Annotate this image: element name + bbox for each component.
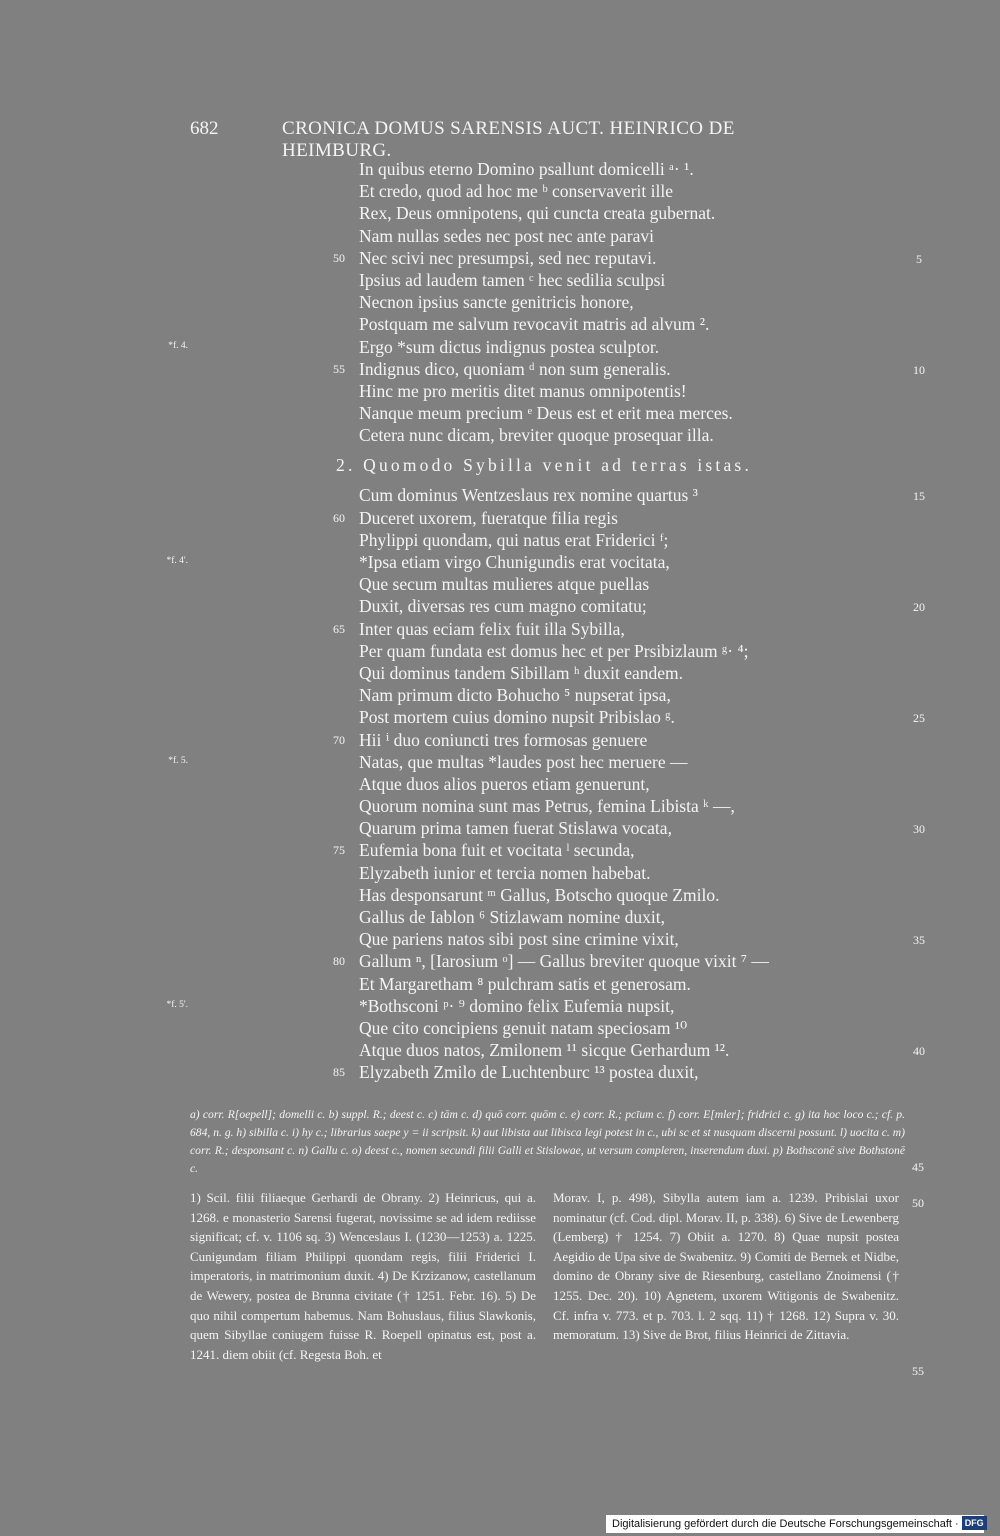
- verse-text: Indignus dico, quoniam ᵈ non sum generalis.: [359, 358, 671, 379]
- verse-text: Postquam me salvum revocavit matris ad alvum ².: [359, 314, 710, 335]
- section-heading-text: 2. Quomodo Sybilla venit ad terras istas.: [336, 455, 753, 476]
- page-number: 682: [190, 118, 219, 139]
- verse-line: [0, 551, 1000, 573]
- verse-line: [0, 662, 1000, 684]
- verse-text: Que cito concipiens genuit natam speciosam ¹⁰: [359, 1017, 688, 1038]
- verse-line: [0, 529, 1000, 551]
- chapter-line-number: 10: [913, 362, 925, 377]
- verse-line: [0, 817, 1000, 839]
- verse-text: Atque duos natos, Zmilonem ¹¹ sicque Gerhardum ¹².: [359, 1040, 730, 1061]
- verse-text: Eufemia bona fuit et vocitata ˡ secunda,: [359, 840, 635, 861]
- folio-reference: *f. 4'.: [166, 556, 188, 566]
- chapter-line-number: 40: [913, 1044, 925, 1059]
- verse-number: 70: [333, 732, 345, 747]
- verse-text: Cetera nunc dicam, breviter quoque prosequar illa.: [359, 425, 714, 446]
- chapter-line-number: 5: [916, 251, 922, 266]
- folio-reference: *f. 5.: [168, 755, 188, 766]
- verse-text: Post mortem cuius domino nupsit Pribislao ᵍ.: [359, 707, 675, 728]
- verse-text: Elyzabeth Zmilo de Luchtenburc ¹³ postea duxit,: [359, 1062, 699, 1083]
- verse-text: Que secum multas mulieres atque puellas: [359, 574, 650, 595]
- verse-text: Has desponsarunt ᵐ Gallus, Botscho quoque Zmilo.: [359, 884, 720, 905]
- verse-text: Elyzabeth iunior et tercia nomen habebat.: [359, 862, 651, 883]
- footnotes-left-column: 1) Scil. filii filiaeque Gerhardi de Obrany. 2) Heinricus, qui a. 1268. e monasterio Sarensi fugerat, novissime se ad idem rediisse significat; cf. v. 1106 sq. 3) Wenceslaus I. (1230—1253) a. 1225. Cunigundam filiam Philippi quondam regis, filii Friderici I. imperatoris, in matrimonium duxit. 4) De Krzizanow, castellanum de Wewery, postea de Brunna civitate († 1251. Febr. 16). 5) De quo nihil compertum habemus. Nam Bohuslaus, filius Slawkonis, quem Sibyllae coniugem fuisse R. Roepell opinatus est, post a. 1241. diem obiit (cf. Regesta Boh. et: [190, 1190, 536, 1362]
- verse-text: Et Margaretham ⁸ pulchram satis et generosam.: [359, 973, 691, 994]
- verse-line: [0, 618, 1000, 640]
- verse-line: [0, 973, 1000, 995]
- verse-line: [0, 595, 1000, 617]
- verse-line: [0, 729, 1000, 751]
- verse-line: [0, 839, 1000, 861]
- notes-line-number: 55: [912, 1364, 924, 1378]
- verse-text: Inter quas eciam felix fuit illa Sybilla,: [359, 618, 625, 639]
- dfg-footer-banner[interactable]: [606, 1515, 984, 1533]
- verse-line: [0, 180, 1000, 202]
- verse-line: [0, 424, 1000, 446]
- verse-line: [0, 640, 1000, 662]
- verse-text: Ergo *sum dictus indignus postea sculptor.: [359, 336, 660, 357]
- verse-line: [0, 269, 1000, 291]
- verse-text: Hinc me pro meritis ditet manus omnipotentis!: [359, 380, 687, 401]
- verse-text: Per quam fundata est domus hec et per Prsibizlaum ᵍ· ⁴;: [359, 640, 749, 661]
- verse-text: Nanque meum precium ᵉ Deus est et erit mea merces.: [359, 403, 733, 424]
- verse-line: [0, 950, 1000, 972]
- verse-line: [0, 380, 1000, 402]
- verse-text: Cum dominus Wentzeslaus rex nomine quartus ³: [359, 485, 698, 506]
- poem-text: [0, 158, 1000, 1084]
- verse-text: Atque duos alios pueros etiam genuerunt,: [359, 773, 650, 794]
- folio-reference: *f. 4.: [168, 340, 188, 351]
- verse-text: Hii ⁱ duo coniuncti tres formosas genuere: [359, 729, 648, 750]
- verse-text: Nam primum dicto Bohucho ⁵ nupserat ipsa,: [359, 685, 671, 706]
- verse-line: [0, 751, 1000, 773]
- running-title: CRONICA DOMUS SARENSIS AUCT. HEINRICO DE HEIMBURG.: [282, 118, 735, 161]
- verse-text: Necnon ipsius sancte genitricis honore,: [359, 292, 634, 313]
- notes-line-number: 50: [912, 1196, 924, 1210]
- footnotes: [190, 1188, 924, 1418]
- verse-text: Qui dominus tandem Sibillam ʰ duxit eandem.: [359, 662, 683, 683]
- verse-line: [0, 291, 1000, 313]
- chapter-line-number: 15: [913, 489, 925, 504]
- verse-number: 65: [333, 621, 345, 636]
- verse-line: [0, 507, 1000, 529]
- verse-number: 50: [333, 250, 345, 265]
- footnotes-right-column: Morav. I, p. 498), Sibylla autem iam a. 1239. Pribislai uxor nominatur (cf. Cod. dipl. Morav. II, p. 338). 6) Sive de Lewenberg (Lemberg) † 1254. 7) Obiit a. 1270. 8) Quae nupsit postea Aegidio de Upa sive de Swabenitz. 9) Comiti de Bernek et Nidbe, domino de Obrany sive de Riesenburg, castellano Znoimensi († 1255. Dec. 20). 10) Agnetem, uxorem Witigonis de Swabenitz. Cf. infra v. 773. et p. 703. l. 2 sqq. 11) † 1268. 12) Supra v. 30. memoratum. 13) Sive de Brot, filius Heinrici de Zittavia.: [553, 1190, 899, 1343]
- verse-line: [0, 773, 1000, 795]
- verse-number: 75: [333, 843, 345, 858]
- verse-line: [0, 795, 1000, 817]
- verse-line: [0, 1039, 1000, 1061]
- verse-text: Duxit, diversas res cum magno comitatu;: [359, 596, 647, 617]
- verse-text: Ipsius ad laudem tamen ᶜ hec sedilia sculpsi: [359, 269, 666, 290]
- verse-line: [0, 484, 1000, 506]
- verse-line: [0, 247, 1000, 269]
- verse-number: 80: [333, 954, 345, 969]
- verse-text: Phylippi quondam, qui natus erat Friderici ᶠ;: [359, 529, 669, 550]
- verse-text: Gallum ⁿ, [Iarosium ᵒ] — Gallus breviter quoque vixit ⁷ —: [359, 951, 769, 972]
- verse-line: [0, 884, 1000, 906]
- verse-number: 55: [333, 361, 345, 376]
- page-header: [190, 118, 830, 161]
- chapter-line-number: 30: [913, 822, 925, 837]
- verse-text: Et credo, quod ad hoc me ᵇ conservaverit ille: [359, 181, 673, 202]
- verse-line: [0, 684, 1000, 706]
- folio-reference: *f. 5'.: [166, 999, 188, 1010]
- verse-line: [0, 158, 1000, 180]
- verse-line: [0, 402, 1000, 424]
- verse-line: [0, 1017, 1000, 1039]
- verse-number: 60: [333, 510, 345, 525]
- verse-line: [0, 1061, 1000, 1083]
- section-heading: [0, 446, 1000, 484]
- verse-text: Nec scivi nec presumpsi, sed nec reputavi.: [359, 247, 657, 268]
- verse-line: [0, 313, 1000, 335]
- verse-line: [0, 862, 1000, 884]
- verse-line: [0, 225, 1000, 247]
- verse-text: Gallus de Iablon ⁶ Stizlawam nomine duxit,: [359, 907, 665, 927]
- verse-text: Natas, que multas *laudes post hec meruere —: [359, 751, 688, 772]
- verse-line: [0, 995, 1000, 1017]
- verse-text: Duceret uxorem, fueratque filia regis: [359, 507, 618, 528]
- verse-text: Quarum prima tamen fuerat Stislawa vocata,: [359, 818, 672, 839]
- verse-text: In quibus eterno Domino psallunt domicelli ᵃ· ¹.: [359, 159, 694, 179]
- verse-text: Quorum nomina sunt mas Petrus, femina Libista ᵏ —,: [359, 796, 735, 817]
- dfg-logo-icon: DFG: [962, 1516, 987, 1530]
- verse-text: *Ipsa etiam virgo Chunigundis erat vocitata,: [359, 552, 670, 572]
- verse-line: [0, 202, 1000, 224]
- chapter-line-number: 25: [913, 711, 925, 726]
- verse-text: Rex, Deus omnipotens, qui cuncta creata gubernat.: [359, 203, 716, 224]
- apparatus-line-number: 45: [912, 1160, 924, 1174]
- verse-text: *Bothsconi ᵖ· ⁹ domino felix Eufemia nupsit,: [359, 995, 675, 1016]
- footer-text: Digitalisierung gefördert durch die Deutsche Forschungsgemeinschaft ·: [612, 1518, 959, 1530]
- verse-line: [0, 336, 1000, 358]
- chapter-line-number: 35: [913, 933, 925, 948]
- verse-line: [0, 358, 1000, 380]
- verse-line: [0, 573, 1000, 595]
- chapter-line-number: 20: [913, 600, 925, 615]
- verse-text: Nam nullas sedes nec post nec ante paravi: [359, 225, 654, 246]
- critical-apparatus: a) corr. R[oepell]; domelli c. b) suppl. R.; deest c. c) tām c. d) quō corr. quōm c. e) corr. R.; pcīum c. f) corr. E[mler]; fridrici c. g) ita hoc loco c.; cf. p. 684, n. g. h) sibilla c. i) hy c.; librarius saepe y = ii scripsit. k) aut libista aut libisca legi potest in c., ubi sc et st nusquam discerni possunt. l) uocita c. m) corr. R.; desponsant c. n) Gallu c. o) deest c., nomen secundi filii Galli et Stislowae, ut versum compleren, inserendum duxi. p) Bothsconē sive Bothstonē c.: [190, 1108, 905, 1175]
- verse-line: [0, 928, 1000, 950]
- verse-text: Que pariens natos sibi post sine crimine vixit,: [359, 929, 679, 950]
- verse-line: [0, 706, 1000, 728]
- verse-number: 85: [333, 1065, 345, 1080]
- verse-line: [0, 906, 1000, 928]
